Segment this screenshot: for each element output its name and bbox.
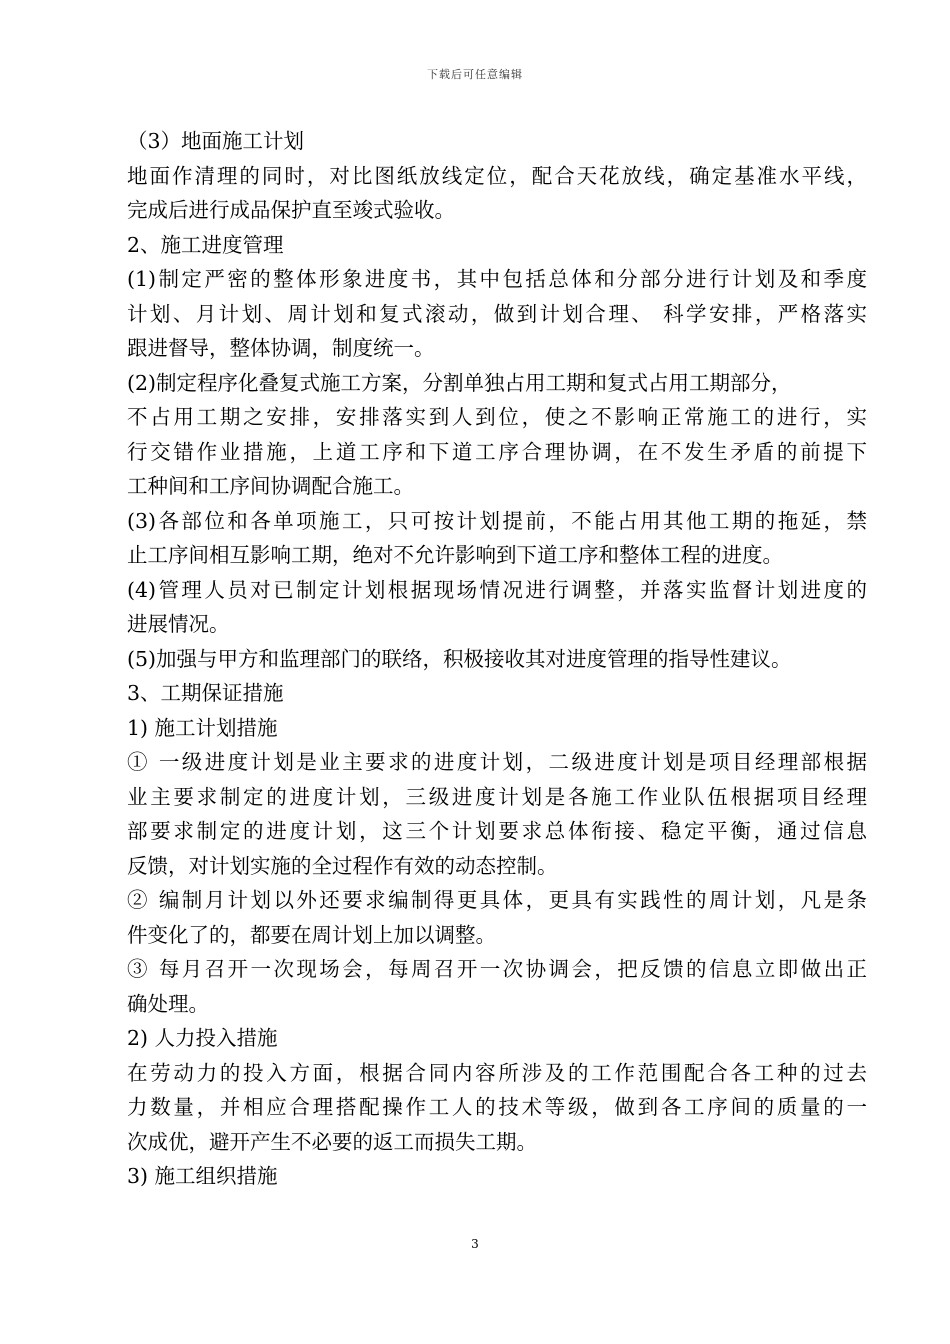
section-heading: 2、施工进度管理 xyxy=(127,232,284,257)
paragraph-line: 行交错作业措施，上道工序和下道工序合理协调，在不发生矛盾的前提下 xyxy=(127,439,867,464)
paragraph-line: 部要求制定的进度计划，这三个计划要求总体衔接、稳定平衡，通过信息 xyxy=(127,819,867,843)
paragraph-line: 进展情况。 xyxy=(127,612,230,636)
paragraph-line: ② 编制月计划以外还要求编制得更具体，更具有实践性的周计划，凡是条 xyxy=(127,888,867,912)
paragraph-line: 件变化了的，都要在周计划上加以调整。 xyxy=(127,922,496,947)
paragraph-line: ① 一级进度计划是业主要求的进度计划，二级进度计划是项目经理部根据 xyxy=(127,750,867,774)
paragraph-line: 在劳动力的投入方面，根据合同内容所涉及的工作范围配合各工种的过去 xyxy=(127,1060,867,1085)
subsection-heading: 1) 施工计划措施 xyxy=(127,715,278,740)
paragraph-line: 业主要求制定的进度计划，三级进度计划是各施工作业队伍根据项目经理 xyxy=(127,784,867,809)
paragraph-line: 计划、月计划、周计划和复式滚动，做到计划合理、 科学安排，严格落实 xyxy=(127,301,867,326)
paragraph-line: 地面作清理的同时，对比图纸放线定位，配合天花放线，确定基准水平线， xyxy=(127,163,867,188)
paragraph-line: (3)各部位和各单项施工，只可按计划提前，不能占用其他工期的拖延，禁 xyxy=(127,508,867,533)
paragraph-line: 力数量，并相应合理搭配操作工人的技术等级，做到各工序间的质量的一 xyxy=(127,1095,867,1119)
paragraph-line: (5)加强与甲方和监理部门的联络，积极接收其对进度管理的指导性建议。 xyxy=(127,646,792,671)
paragraph-line: 反馈，对计划实施的全过程作有效的动态控制。 xyxy=(127,853,558,878)
section-heading: 3、工期保证措施 xyxy=(127,681,284,705)
section-heading: （3）地面施工计划 xyxy=(127,129,305,153)
paragraph-line: 完成后进行成品保护直至竣式验收。 xyxy=(127,198,455,222)
paragraph-line: (4)管理人员对已制定计划根据现场情况进行调整，并落实监督计划进度的 xyxy=(127,577,867,602)
page-header: 下载后可任意编辑 xyxy=(427,68,523,81)
page-number: 3 xyxy=(471,1237,479,1251)
subsection-heading: 3) 施工组织措施 xyxy=(127,1164,278,1188)
subsection-heading: 2) 人力投入措施 xyxy=(127,1026,278,1050)
paragraph-line: ③ 每月召开一次现场会，每周召开一次协调会，把反馈的信息立即做出正 xyxy=(127,957,867,981)
paragraph-line: 止工序间相互影响工期，绝对不允许影响到下道工序和整体工程的进度。 xyxy=(127,543,783,567)
paragraph-line: 不占用工期之安排，安排落实到人到位，使之不影响正常施工的进行，实 xyxy=(127,405,867,429)
document-body xyxy=(127,124,867,1194)
paragraph-line: (1)制定严密的整体形象进度书，其中包括总体和分部分进行计划及和季度 xyxy=(127,267,867,291)
paragraph-line: 跟进督导，整体协调，制度统一。 xyxy=(127,336,435,360)
paragraph-line: 工种间和工序间协调配合施工。 xyxy=(127,474,414,498)
paragraph-line: 确处理。 xyxy=(127,991,209,1016)
paragraph-line: 次成优，避开产生不必要的返工而损失工期。 xyxy=(127,1129,537,1154)
paragraph-line: (2)制定程序化叠复式施工方案，分割单独占用工期和复式占用工期部分， xyxy=(127,370,792,395)
